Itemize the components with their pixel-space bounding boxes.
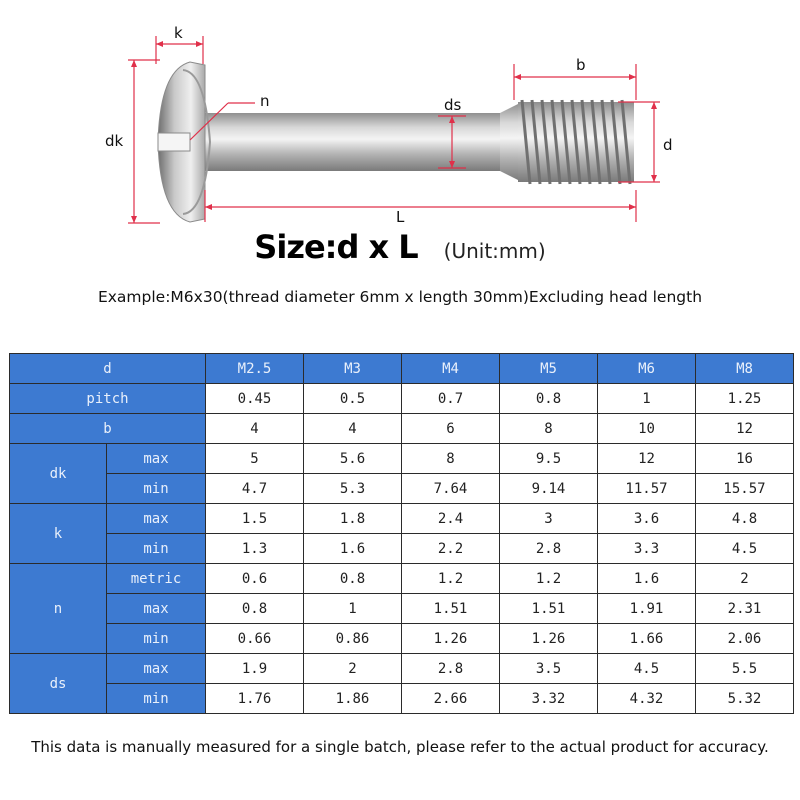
table-cell: 3.32 [500, 684, 598, 714]
table-cell: 1.3 [206, 534, 304, 564]
row-label: pitch [10, 384, 206, 414]
row-group-label: ds [10, 654, 107, 714]
table-cell: 5.32 [696, 684, 794, 714]
n-max-row [10, 594, 794, 624]
unit-label: (Unit:mm) [443, 239, 546, 263]
table-cell: 0.8 [304, 564, 402, 594]
table-cell: 3 [500, 504, 598, 534]
size-header: M6 [598, 354, 696, 384]
label-dk: dk [105, 132, 124, 150]
label-k: k [174, 24, 183, 42]
table-cell: 3.3 [598, 534, 696, 564]
table-cell: 1.2 [500, 564, 598, 594]
sub-label: max [107, 444, 206, 474]
table-cell: 7.64 [402, 474, 500, 504]
n-metric-row [10, 564, 794, 594]
table-cell: 1.9 [206, 654, 304, 684]
disclaimer-text: This data is manually measured for a single batch, please refer to the actual product for accuracy. [31, 738, 769, 756]
table-cell: 2.66 [402, 684, 500, 714]
size-formula: Size:d x L [254, 228, 418, 266]
sub-label: min [107, 684, 206, 714]
sub-label: min [107, 534, 206, 564]
table-cell: 1.6 [304, 534, 402, 564]
size-title [0, 228, 800, 266]
header-label: d [10, 354, 206, 384]
table-cell: 0.7 [402, 384, 500, 414]
table-cell: 15.57 [696, 474, 794, 504]
table-cell: 0.86 [304, 624, 402, 654]
table-cell: 11.57 [598, 474, 696, 504]
sub-label: max [107, 504, 206, 534]
table-cell: 16 [696, 444, 794, 474]
table-cell: 0.66 [206, 624, 304, 654]
pitch-row [10, 384, 794, 414]
table-cell: 1.2 [402, 564, 500, 594]
ds-min-row [10, 684, 794, 714]
table-cell: 5.5 [696, 654, 794, 684]
table-cell: 4.5 [598, 654, 696, 684]
label-L: L [396, 208, 405, 226]
row-group-label: n [10, 564, 107, 654]
table-cell: 2.2 [402, 534, 500, 564]
sub-label: metric [107, 564, 206, 594]
label-d: d [663, 136, 673, 154]
table-cell: 5.6 [304, 444, 402, 474]
table-cell: 2 [304, 654, 402, 684]
table-cell: 1 [304, 594, 402, 624]
label-n: n [260, 92, 270, 110]
table-cell: 5 [206, 444, 304, 474]
header-row [10, 354, 794, 384]
table-cell: 3.6 [598, 504, 696, 534]
table-cell: 0.6 [206, 564, 304, 594]
size-header: M4 [402, 354, 500, 384]
table-cell: 2.06 [696, 624, 794, 654]
row-group-label: k [10, 504, 107, 564]
table-cell: 12 [598, 444, 696, 474]
table-cell: 1.8 [304, 504, 402, 534]
table-cell: 1.6 [598, 564, 696, 594]
table-cell: 1.66 [598, 624, 696, 654]
sub-label: max [107, 594, 206, 624]
table-cell: 4.32 [598, 684, 696, 714]
row-label: b [10, 414, 206, 444]
table-cell: 8 [500, 414, 598, 444]
table-cell: 0.8 [206, 594, 304, 624]
ds-max-row [10, 654, 794, 684]
row-group-label: dk [10, 444, 107, 504]
table-cell: 0.45 [206, 384, 304, 414]
table-cell: 2 [696, 564, 794, 594]
table-cell: 4 [206, 414, 304, 444]
table-cell: 9.5 [500, 444, 598, 474]
k-min-row [10, 534, 794, 564]
table-cell: 9.14 [500, 474, 598, 504]
spec-table [9, 353, 794, 714]
size-header: M2.5 [206, 354, 304, 384]
table-cell: 4 [304, 414, 402, 444]
table-cell: 2.4 [402, 504, 500, 534]
size-header: M3 [304, 354, 402, 384]
table-cell: 4.8 [696, 504, 794, 534]
table-cell: 0.8 [500, 384, 598, 414]
table-cell: 1.25 [696, 384, 794, 414]
table-cell: 2.31 [696, 594, 794, 624]
table-cell: 1.86 [304, 684, 402, 714]
table-cell: 6 [402, 414, 500, 444]
table-cell: 12 [696, 414, 794, 444]
table-cell: 4.7 [206, 474, 304, 504]
table-cell: 2.8 [500, 534, 598, 564]
sub-label: max [107, 654, 206, 684]
size-header: M5 [500, 354, 598, 384]
table-cell: 1.76 [206, 684, 304, 714]
table-cell: 1.91 [598, 594, 696, 624]
label-ds: ds [444, 96, 462, 114]
table-cell: 1.51 [402, 594, 500, 624]
table-cell: 2.8 [402, 654, 500, 684]
label-b: b [576, 56, 586, 74]
b-row [10, 414, 794, 444]
k-max-row [10, 504, 794, 534]
example-text: Example:M6x30(thread diameter 6mm x length 30mm)Excluding head length [97, 288, 703, 306]
screw-dimension-diagram [0, 0, 800, 240]
sub-label: min [107, 624, 206, 654]
sub-label: min [107, 474, 206, 504]
table-cell: 1.26 [500, 624, 598, 654]
table-cell: 5.3 [304, 474, 402, 504]
dk-max-row [10, 444, 794, 474]
n-min-row [10, 624, 794, 654]
size-header: M8 [696, 354, 794, 384]
table-cell: 0.5 [304, 384, 402, 414]
table-cell: 1.51 [500, 594, 598, 624]
table-cell: 1.5 [206, 504, 304, 534]
table-cell: 1.26 [402, 624, 500, 654]
dk-min-row [10, 474, 794, 504]
table-cell: 3.5 [500, 654, 598, 684]
table-cell: 10 [598, 414, 696, 444]
screw-image [158, 62, 634, 222]
table-cell: 1 [598, 384, 696, 414]
table-cell: 4.5 [696, 534, 794, 564]
table-cell: 8 [402, 444, 500, 474]
